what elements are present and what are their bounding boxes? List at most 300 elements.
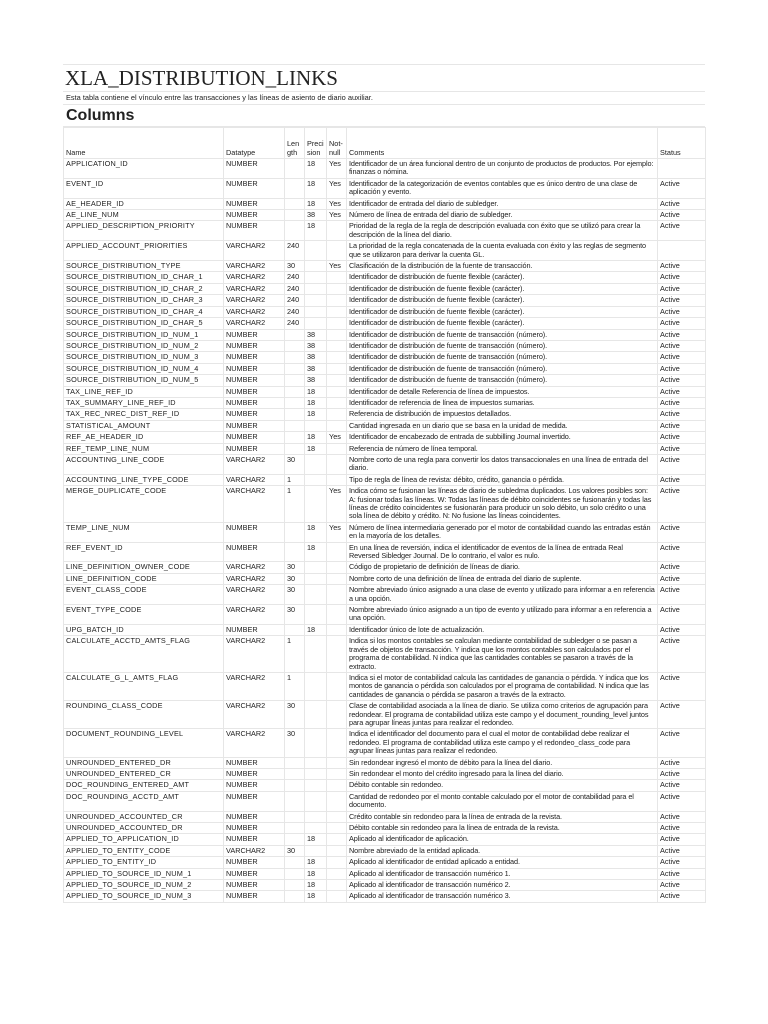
comment-cell: La prioridad de la regla concatenada de la cuenta evaluada con éxito y las reglas de segmento que se utilizaron para derivar la cuenta GL. [347,241,658,261]
column-name-cell: EVENT_ID [64,178,224,198]
datatype-cell: NUMBER [224,397,285,408]
column-name-cell: SOURCE_DISTRIBUTION_ID_CHAR_1 [64,272,224,283]
datatype-cell: VARCHAR2 [224,585,285,605]
column-name-cell: SOURCE_DISTRIBUTION_TYPE [64,261,224,272]
datatype-cell: VARCHAR2 [224,318,285,329]
length-cell: 240 [285,241,305,261]
length-cell: 30 [285,261,305,272]
datatype-cell: VARCHAR2 [224,454,285,474]
comment-cell: Aplicado al identificador de transacción numérico 2. [347,880,658,891]
table-row [64,178,706,198]
status-cell: Active [658,352,706,363]
comment-cell: Clasificación de la distribución de la fuente de transacción. [347,261,658,272]
length-cell [285,443,305,454]
status-cell: Active [658,868,706,879]
column-name-cell: DOCUMENT_ROUNDING_LEVEL [64,729,224,757]
not-null-cell [327,562,347,573]
length-cell [285,329,305,340]
column-name-cell: AE_LINE_NUM [64,210,224,221]
datatype-cell: NUMBER [224,329,285,340]
table-row [64,198,706,209]
table-row [64,306,706,317]
comment-cell: Débito contable sin redondeo. [347,780,658,791]
table-row [64,340,706,351]
precision-cell: 18 [305,624,327,635]
column-name-cell: LINE_DEFINITION_CODE [64,573,224,584]
not-null-cell [327,605,347,625]
column-name-cell: EVENT_TYPE_CODE [64,605,224,625]
section-heading: Columns [63,105,705,127]
datatype-cell: VARCHAR2 [224,283,285,294]
table-row [64,295,706,306]
status-cell: Active [658,397,706,408]
not-null-cell [327,306,347,317]
datatype-cell: VARCHAR2 [224,486,285,523]
not-null-cell [327,811,347,822]
datatype-cell: NUMBER [224,868,285,879]
table-row [64,605,706,625]
table-row [64,791,706,811]
datatype-cell: NUMBER [224,780,285,791]
length-cell [285,159,305,179]
not-null-cell [327,241,347,261]
column-name-cell: UNROUNDED_ACCOUNTED_DR [64,823,224,834]
not-null-cell [327,397,347,408]
comment-cell: Aplicado al identificador de transacción numérico 3. [347,891,658,902]
precision-cell [305,306,327,317]
table-row [64,562,706,573]
not-null-cell [327,701,347,729]
datatype-cell: NUMBER [224,542,285,562]
precision-cell: 18 [305,542,327,562]
precision-cell [305,729,327,757]
datatype-cell: VARCHAR2 [224,272,285,283]
status-cell: Active [658,420,706,431]
length-cell: 30 [285,454,305,474]
comment-cell: Identificador de distribución de fuente flexible (carácter). [347,272,658,283]
table-row [64,454,706,474]
not-null-cell [327,318,347,329]
length-cell [285,221,305,241]
length-cell: 240 [285,318,305,329]
datatype-cell: NUMBER [224,834,285,845]
comment-cell: Prioridad de la regla de la regla de descripción evaluada con éxito que se utilizó para crear la descripción de la línea del diario. [347,221,658,241]
length-cell [285,409,305,420]
length-cell [285,210,305,221]
table-row [64,823,706,834]
datatype-cell: VARCHAR2 [224,241,285,261]
column-name-cell: CALCULATE_ACCTD_AMTS_FLAG [64,636,224,673]
datatype-cell: VARCHAR2 [224,636,285,673]
status-cell: Active [658,261,706,272]
precision-cell: 18 [305,178,327,198]
length-cell [285,768,305,779]
status-cell: Active [658,701,706,729]
not-null-cell [327,672,347,700]
comment-cell: Nombre abreviado de la entidad aplicada. [347,845,658,856]
table-row [64,573,706,584]
not-null-cell [327,585,347,605]
comment-cell: Código de propietario de definición de líneas de diario. [347,562,658,573]
not-null-cell: Yes [327,198,347,209]
column-name-cell: LINE_DEFINITION_OWNER_CODE [64,562,224,573]
column-name-cell: MERGE_DUPLICATE_CODE [64,486,224,523]
table-row [64,585,706,605]
length-cell [285,757,305,768]
comment-cell: Débito contable sin redondeo para la línea de entrada de la revista. [347,823,658,834]
status-cell: Active [658,585,706,605]
comment-cell: Nombre abreviado único asignado a una clase de evento y utilizado para informar a en referencia a una opción. [347,585,658,605]
not-null-cell: Yes [327,432,347,443]
length-cell [285,811,305,822]
table-row [64,420,706,431]
status-cell: Active [658,221,706,241]
length-cell: 30 [285,701,305,729]
precision-cell: 18 [305,386,327,397]
column-name-cell: TAX_REC_NREC_DIST_REF_ID [64,409,224,420]
comment-cell: Referencia de número de línea temporal. [347,443,658,454]
length-cell [285,834,305,845]
not-null-cell: Yes [327,261,347,272]
precision-cell: 18 [305,397,327,408]
precision-cell [305,272,327,283]
comment-cell: Identificador de encabezado de entrada de subbilling Journal invertido. [347,432,658,443]
table-title: XLA_DISTRIBUTION_LINKS [63,64,705,92]
header-status: Status [658,128,706,159]
precision-cell: 18 [305,198,327,209]
comment-cell: Nombre corto de una definición de línea de entrada del diario de suplente. [347,573,658,584]
not-null-cell [327,573,347,584]
comment-cell: Cantidad de redondeo por el monto contable calculado por el motor de contabilidad para el documento. [347,791,658,811]
status-cell: Active [658,857,706,868]
precision-cell [305,780,327,791]
table-row [64,857,706,868]
precision-cell [305,241,327,261]
table-row [64,261,706,272]
precision-cell: 18 [305,409,327,420]
status-cell: Active [658,636,706,673]
status-cell: Active [658,306,706,317]
status-cell: Active [658,823,706,834]
column-name-cell: APPLIED_ACCOUNT_PRIORITIES [64,241,224,261]
datatype-cell: VARCHAR2 [224,306,285,317]
precision-cell [305,562,327,573]
not-null-cell [327,386,347,397]
precision-cell [305,845,327,856]
length-cell [285,624,305,635]
column-name-cell: ACCOUNTING_LINE_TYPE_CODE [64,474,224,485]
precision-cell: 18 [305,159,327,179]
comment-cell: Identificador de distribución de fuente flexible (carácter). [347,306,658,317]
status-cell [658,241,706,261]
datatype-cell: VARCHAR2 [224,672,285,700]
not-null-cell: Yes [327,486,347,523]
datatype-cell: VARCHAR2 [224,605,285,625]
datatype-cell: NUMBER [224,791,285,811]
precision-cell: 18 [305,432,327,443]
precision-cell [305,757,327,768]
comment-cell: Identificador de entrada del diario de subledger. [347,198,658,209]
length-cell [285,352,305,363]
length-cell: 1 [285,474,305,485]
column-name-cell: APPLIED_TO_ENTITY_CODE [64,845,224,856]
column-name-cell: UNROUNDED_ACCOUNTED_CR [64,811,224,822]
datatype-cell: NUMBER [224,210,285,221]
column-name-cell: UNROUNDED_ENTERED_DR [64,757,224,768]
column-name-cell: SOURCE_DISTRIBUTION_ID_NUM_2 [64,340,224,351]
status-cell: Active [658,845,706,856]
not-null-cell [327,420,347,431]
comment-cell: Identificador de detalle Referencia de línea de impuestos. [347,386,658,397]
precision-cell [305,672,327,700]
length-cell: 30 [285,845,305,856]
status-cell: Active [658,198,706,209]
length-cell: 30 [285,562,305,573]
datatype-cell: NUMBER [224,857,285,868]
not-null-cell [327,221,347,241]
comment-cell: Nombre abreviado único asignado a un tipo de evento y utilizado para informar a en referencia a una opción. [347,605,658,625]
datatype-cell: NUMBER [224,375,285,386]
status-cell: Active [658,272,706,283]
table-row [64,432,706,443]
length-cell: 240 [285,272,305,283]
datatype-cell: NUMBER [224,811,285,822]
comment-cell: Identificador de distribución de fuente flexible (carácter). [347,295,658,306]
table-row [64,210,706,221]
column-name-cell: SOURCE_DISTRIBUTION_ID_NUM_1 [64,329,224,340]
comment-cell: Identificador de distribución de fuente de transacción (número). [347,340,658,351]
comment-cell: Tipo de regla de línea de revista: débito, crédito, ganancia o pérdida. [347,474,658,485]
precision-cell: 38 [305,340,327,351]
datatype-cell: NUMBER [224,757,285,768]
comment-cell: Nombre corto de una regla para convertir los datos transaccionales en una línea de entrada del diario. [347,454,658,474]
column-name-cell: SOURCE_DISTRIBUTION_ID_NUM_3 [64,352,224,363]
header-precision: Precision [305,128,327,159]
length-cell [285,780,305,791]
length-cell: 30 [285,605,305,625]
not-null-cell [327,295,347,306]
column-name-cell: TAX_SUMMARY_LINE_REF_ID [64,397,224,408]
comment-cell: Indica el identificador del documento para el cual el motor de contabilidad debe realizar el redondeo. El programa de contabilidad utiliza este campo y el redondeo_class_code para agrupar líneas juntas para realizar el redondeo. [347,729,658,757]
precision-cell: 18 [305,868,327,879]
comment-cell: Referencia de distribución de impuestos detallados. [347,409,658,420]
status-cell [658,159,706,179]
not-null-cell [327,542,347,562]
status-cell: Active [658,522,706,542]
precision-cell: 38 [305,363,327,374]
precision-cell [305,486,327,523]
not-null-cell: Yes [327,522,347,542]
not-null-cell: Yes [327,159,347,179]
length-cell: 30 [285,585,305,605]
not-null-cell [327,363,347,374]
datatype-cell: NUMBER [224,363,285,374]
not-null-cell [327,780,347,791]
table-row [64,834,706,845]
length-cell: 1 [285,486,305,523]
precision-cell: 18 [305,880,327,891]
datatype-cell: NUMBER [224,522,285,542]
length-cell: 30 [285,729,305,757]
not-null-cell [327,891,347,902]
not-null-cell [327,329,347,340]
column-name-cell: AE_HEADER_ID [64,198,224,209]
precision-cell [305,823,327,834]
status-cell: Active [658,375,706,386]
precision-cell: 38 [305,352,327,363]
precision-cell: 18 [305,891,327,902]
not-null-cell [327,857,347,868]
column-name-cell: UNROUNDED_ENTERED_CR [64,768,224,779]
header-datatype: Datatype [224,128,285,159]
not-null-cell [327,729,347,757]
column-name-cell: SOURCE_DISTRIBUTION_ID_CHAR_5 [64,318,224,329]
table-header-row [64,128,706,159]
comment-cell: Identificador de distribución de fuente flexible (carácter). [347,283,658,294]
table-row [64,811,706,822]
table-row [64,880,706,891]
column-name-cell: REF_AE_HEADER_ID [64,432,224,443]
precision-cell [305,454,327,474]
table-row [64,221,706,241]
comment-cell: Aplicado al identificador de transacción numérico 1. [347,868,658,879]
not-null-cell [327,375,347,386]
column-name-cell: REF_EVENT_ID [64,542,224,562]
comment-cell: Número de línea intermediaria generado por el motor de contabilidad cuando las entradas están en la mayoría de los detalles. [347,522,658,542]
table-row [64,474,706,485]
column-name-cell: TAX_LINE_REF_ID [64,386,224,397]
precision-cell [305,585,327,605]
column-name-cell: EVENT_CLASS_CODE [64,585,224,605]
datatype-cell: NUMBER [224,409,285,420]
column-name-cell: SOURCE_DISTRIBUTION_ID_CHAR_4 [64,306,224,317]
table-row [64,352,706,363]
datatype-cell: NUMBER [224,198,285,209]
column-name-cell: SOURCE_DISTRIBUTION_ID_CHAR_3 [64,295,224,306]
comment-cell: Número de línea de entrada del diario de subledger. [347,210,658,221]
length-cell: 30 [285,573,305,584]
comment-cell: Aplicado al identificador de aplicación. [347,834,658,845]
table-row [64,443,706,454]
comment-cell: Identificador de distribución de fuente de transacción (número). [347,329,658,340]
datatype-cell: VARCHAR2 [224,562,285,573]
status-cell: Active [658,340,706,351]
length-cell [285,891,305,902]
status-cell: Active [658,757,706,768]
status-cell: Active [658,486,706,523]
comment-cell: Identificador de referencia de línea de impuestos sumarias. [347,397,658,408]
datatype-cell: VARCHAR2 [224,474,285,485]
table-row [64,522,706,542]
not-null-cell [327,474,347,485]
header-length: Length [285,128,305,159]
precision-cell [305,811,327,822]
table-row [64,672,706,700]
precision-cell [305,420,327,431]
comment-cell: Indica cómo se fusionan las líneas de diario de subledma duplicados. Los valores posibles son: A: fusionar todas las líneas. W: Todas las líneas de débito coincidentes se fusionarán y todas las líneas de crédito coincidentes se fusionarán para producir un solo débito, un solo crédito o una sola línea de débito y crédito. N: No fusione las líneas coincidentes. [347,486,658,523]
precision-cell: 38 [305,210,327,221]
column-name-cell: ACCOUNTING_LINE_CODE [64,454,224,474]
table-row [64,729,706,757]
status-cell: Active [658,562,706,573]
datatype-cell: NUMBER [224,352,285,363]
datatype-cell: NUMBER [224,386,285,397]
column-name-cell: CALCULATE_G_L_AMTS_FLAG [64,672,224,700]
datatype-cell: NUMBER [224,443,285,454]
column-name-cell: APPLICATION_ID [64,159,224,179]
status-cell: Active [658,443,706,454]
not-null-cell [327,272,347,283]
table-row [64,241,706,261]
status-cell: Active [658,891,706,902]
status-cell: Active [658,363,706,374]
not-null-cell [327,791,347,811]
comment-cell: Clase de contabilidad asociada a la línea de diario. Se utiliza como criterios de agrupación para redondear. El programa de contabilidad utiliza este campo y el document_rounding_level juntos para agrupar líneas juntas para realizar el redondeo. [347,701,658,729]
precision-cell: 18 [305,443,327,454]
datatype-cell: NUMBER [224,880,285,891]
length-cell [285,340,305,351]
column-name-cell: APPLIED_DESCRIPTION_PRIORITY [64,221,224,241]
precision-cell [305,318,327,329]
comment-cell: Indica si el motor de contabilidad calcula las cantidades de ganancia o pérdida. Y indica que los montos de ganancia o pérdida son calculados por el programa de contabilidad. N indica que las cantidades de ganancia o pérdida se pasaron a través de la extracto. [347,672,658,700]
comment-cell: Indica si los montos contables se calculan mediante contabilidad de subledger o se pasan a través de objetos de transacción. Y indica que los montos contables son calculados por el programa de contabilidad. N indica que las cantidades contables se pasaron a través de la extracto. [347,636,658,673]
column-name-cell: SOURCE_DISTRIBUTION_ID_NUM_5 [64,375,224,386]
length-cell [285,868,305,879]
length-cell: 1 [285,636,305,673]
precision-cell [305,261,327,272]
table-row [64,363,706,374]
not-null-cell [327,834,347,845]
comment-cell: Identificador de distribución de fuente de transacción (número). [347,375,658,386]
datatype-cell: VARCHAR2 [224,295,285,306]
status-cell: Active [658,729,706,757]
length-cell [285,791,305,811]
status-cell: Active [658,542,706,562]
comment-cell: Sin redondear el monto del crédito ingresado para la línea del diario. [347,768,658,779]
table-row [64,375,706,386]
length-cell: 240 [285,295,305,306]
precision-cell [305,295,327,306]
length-cell [285,857,305,868]
table-row [64,329,706,340]
comment-cell: Identificador único de lote de actualización. [347,624,658,635]
table-row [64,624,706,635]
table-row [64,397,706,408]
status-cell: Active [658,283,706,294]
status-cell: Active [658,624,706,635]
table-row [64,272,706,283]
datatype-cell: VARCHAR2 [224,729,285,757]
status-cell: Active [658,386,706,397]
length-cell: 1 [285,672,305,700]
not-null-cell [327,636,347,673]
length-cell [285,375,305,386]
status-cell: Active [658,409,706,420]
status-cell: Active [658,210,706,221]
length-cell [285,420,305,431]
table-body [64,159,706,903]
table-row [64,891,706,902]
table-row [64,486,706,523]
status-cell: Active [658,178,706,198]
column-name-cell: SOURCE_DISTRIBUTION_ID_NUM_4 [64,363,224,374]
column-name-cell: APPLIED_TO_ENTITY_ID [64,857,224,868]
document-page [63,64,705,903]
column-name-cell: STATISTICAL_AMOUNT [64,420,224,431]
status-cell: Active [658,834,706,845]
length-cell [285,198,305,209]
columns-table [63,127,706,903]
